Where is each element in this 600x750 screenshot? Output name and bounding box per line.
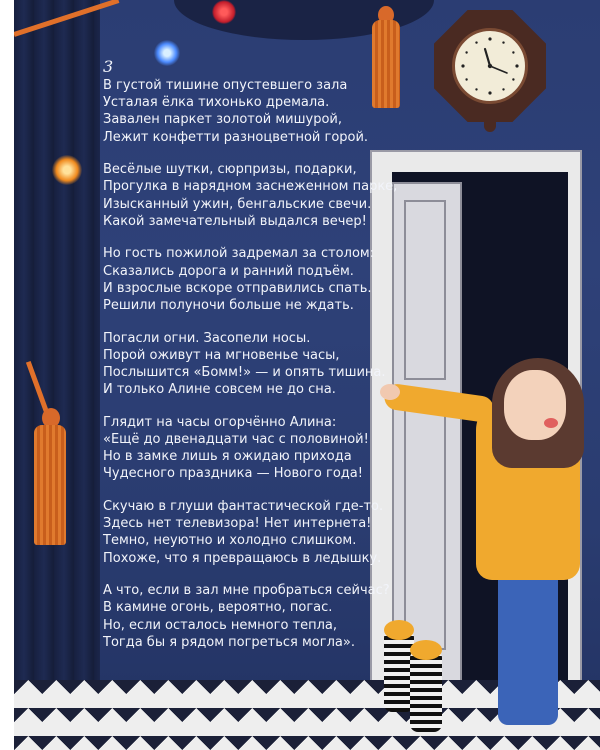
poem-line: Какой замечательный выдался вечер! xyxy=(103,213,367,229)
girl-cheek xyxy=(544,418,558,428)
page-number: 3 xyxy=(103,57,114,76)
poem-line: Погасли огни. Засопели носы. xyxy=(103,330,311,346)
poem-line: Чудесного праздника — Нового года! xyxy=(103,466,363,482)
stanza-6 xyxy=(103,498,403,567)
poem-line: Послышится «Бомм!» — и опять тишина. xyxy=(103,365,386,381)
poem-line: Порой оживут на мгновенье часы, xyxy=(103,347,340,363)
poem-line: «Ещё до двенадцати час с половиной! xyxy=(103,432,369,448)
poem-line: И взрослые вскоре отправились спать. xyxy=(103,280,372,296)
garland-bulb-orange-icon xyxy=(52,155,82,185)
poem-line: В густой тишине опустевшего зала xyxy=(103,78,348,93)
garland-bulb-red-icon xyxy=(212,0,236,24)
poem-line: Завален паркет золотой мишурой, xyxy=(103,112,343,128)
poem-line: Здесь нет телевизора! Нет интернета! xyxy=(103,516,372,532)
stanza-3 xyxy=(103,245,403,314)
poem-line: Изысканный ужин, бенгальские свечи. xyxy=(103,196,372,212)
book-page xyxy=(14,0,600,750)
poem-line: Похоже, что я превращаюсь в ледышку. xyxy=(103,550,382,566)
poem-line: Но гость пожилой задремал за столом: xyxy=(103,246,375,262)
stanza-7 xyxy=(103,582,403,651)
wall-clock-icon xyxy=(452,28,528,104)
poem-line: Тогда бы я рядом погреться могла». xyxy=(103,634,355,650)
poem-line: Скучаю в глуши фантастической где-то. xyxy=(103,499,384,515)
stanza-2 xyxy=(103,161,403,230)
poem-line: В камине огонь, вероятно, погас. xyxy=(103,600,333,616)
poem-line: Но, если осталось немного тепла, xyxy=(103,617,338,633)
poem-line: Лежит конфетти разноцветной горой. xyxy=(103,129,369,145)
poem-line: А что, если в зал мне пробраться сейчас? xyxy=(103,583,390,599)
poem-line: Глядит на часы огорчённо Алина: xyxy=(103,414,337,430)
poem-line: Прогулка в нарядном заснеженном парке, xyxy=(103,179,398,195)
poem-line: Сказались дорога и ранний подъём. xyxy=(103,263,354,279)
tassel-left-icon xyxy=(34,425,66,545)
stanza-1 xyxy=(103,77,403,146)
door-panel-upper xyxy=(404,200,446,380)
poem-line: Решили полуночи больше не ждать. xyxy=(103,298,354,314)
poem xyxy=(103,58,403,666)
door-panel-lower xyxy=(404,400,446,650)
curtain-icon xyxy=(14,0,100,690)
poem-line: И только Алине совсем не до сна. xyxy=(103,382,336,398)
girl-figure-icon xyxy=(504,370,566,440)
poem-line: Темно, неуютно и холодно слишком. xyxy=(103,533,357,549)
slipper-top-right xyxy=(410,640,442,660)
poem-line: Весёлые шутки, сюрпризы, подарки, xyxy=(103,162,357,178)
stanza-4 xyxy=(103,330,403,399)
clock-pendulum xyxy=(484,110,496,132)
poem-line: Но в замке лишь я ожидаю прихода xyxy=(103,449,352,465)
stanza-5 xyxy=(103,414,403,483)
slipper-right xyxy=(410,650,442,732)
poem-line: Усталая ёлка тихонько дремала. xyxy=(103,95,330,111)
